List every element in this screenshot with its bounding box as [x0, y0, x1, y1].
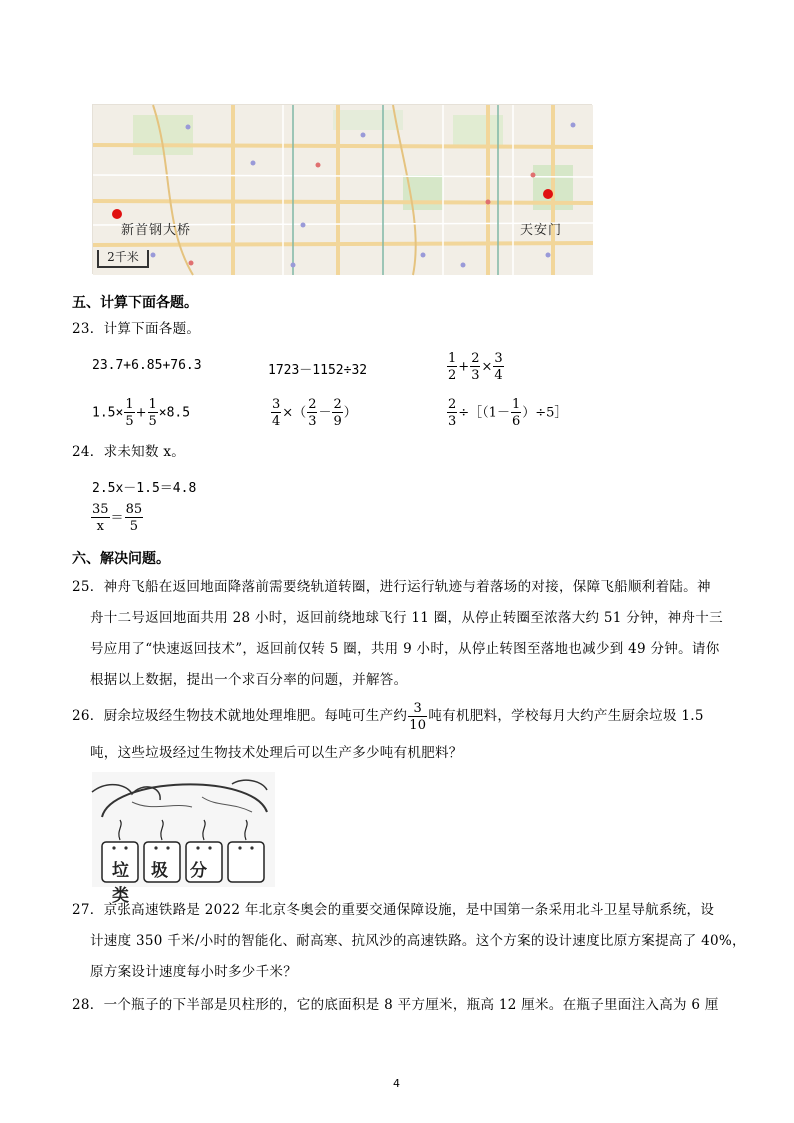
- q24-label: 24．求未知数 x。: [72, 444, 186, 460]
- q23-expr-6: $\frac{2}{3}$ ÷［（1－ $\frac{1}{6}$ ）÷5］: [448, 397, 568, 429]
- map-place-left: 新首钢大桥: [121, 223, 192, 238]
- q25-line-4: 根据以上数据，提出一个求百分率的问题，并解答。: [90, 672, 408, 688]
- q27-line-3: 原方案设计速度每小时多少千米？: [90, 964, 297, 980]
- map-scale-bar: [97, 250, 149, 268]
- page-number: 4: [393, 1077, 400, 1090]
- map-scale-label: 2千米: [107, 250, 139, 264]
- q28-line-1: 28．一个瓶子的下半部是贝柱形的，它的底面积是 8 平方厘米，瓶高 12 厘米。在瓶子里面注入高为 6 厘: [72, 997, 719, 1013]
- q23-expr-5: $\frac{3}{4}$ ×（ $\frac{2}{3}$ － $\frac{2}{9}$ ）: [272, 397, 357, 429]
- map-roads-graphic: [93, 105, 593, 275]
- fraction: $\frac{3}{4}$: [494, 351, 503, 383]
- map-marker-icon: [543, 189, 553, 199]
- fraction: $\frac{35}{x}$: [92, 502, 109, 534]
- fraction: $\frac{3}{10}$: [409, 700, 427, 733]
- illustration-caption: 垃圾分类: [112, 861, 229, 906]
- q26-line-1: 26．厨余垃圾经生物技术就地处理堆肥。每吨可生产约 $\frac{3}{10}$ 吨有机肥料，学校每月大约产生厨余垃圾 1.5: [72, 700, 704, 733]
- section-five-title: 五、计算下面各题。: [72, 295, 198, 311]
- fraction: $\frac{85}{5}$: [125, 502, 143, 534]
- q24-equation-2: $\frac{35}{x}$ ＝ $\frac{85}{5}$: [92, 502, 143, 534]
- fraction: $\frac{2}{3}$: [471, 351, 480, 383]
- q25-line-2: 舟十二号返回地面共用 28 小时，返回前绕地球飞行 11 圈，从停止转圈至浓落大约 51 分钟，神舟十三: [90, 610, 723, 626]
- fraction: $\frac{3}{4}$: [272, 397, 281, 429]
- q24-equation-1: 2.5x－1.5＝4.8: [92, 481, 197, 496]
- q23-expr-3: $\frac{1}{2}$ + $\frac{2}{3}$ × $\frac{3}{4}$: [448, 351, 503, 383]
- q23-expr-2: 1723－1152÷32: [268, 363, 368, 378]
- fraction: $\frac{1}{5}$: [148, 397, 157, 429]
- q27-line-1: 27．京张高速铁路是 2022 年北京冬奥会的重要交通保障设施，是中国第一条采用北斗卫星导航系统，设: [72, 902, 715, 918]
- fraction: $\frac{2}{9}$: [333, 397, 342, 429]
- q25-line-3: 号应用了“快速返回技术”，返回前仅转 5 圈，共用 9 小时，从停止转图至落地也减少到 49 分钟。请你: [90, 641, 720, 657]
- section-six-title: 六、解决问题。: [72, 551, 170, 567]
- map-place-right: 天安门: [520, 223, 563, 238]
- q23-expr-1: 23.7+6.85+76.3: [92, 358, 202, 373]
- fraction: $\frac{1}{6}$: [511, 397, 521, 429]
- fraction: $\frac{2}{3}$: [308, 397, 317, 429]
- map-image: [92, 104, 592, 274]
- q27-line-2: 计速度 350 千米/小时的智能化、耐高寒、抗风沙的高速铁路。这个方案的设计速度比原方案提高了 40%，: [90, 933, 746, 949]
- garbage-sorting-illustration: [92, 772, 275, 906]
- fraction: $\frac{1}{2}$: [448, 351, 457, 383]
- fraction: $\frac{1}{5}$: [125, 397, 134, 429]
- map-marker-icon: [112, 209, 122, 219]
- fraction: $\frac{2}{3}$: [448, 397, 457, 429]
- q26-line-2: 吨，这些垃圾经过生物技术处理后可以生产多少吨有机肥料？: [90, 745, 463, 761]
- q25-line-1: 25．神舟飞船在返回地面降落前需要绕轨道转圈，进行运行轨迹与着落场的对接，保障飞船顺利着陆。神: [72, 579, 711, 595]
- q23-label: 23．计算下面各题。: [72, 321, 201, 337]
- q23-expr-4: 1.5× $\frac{1}{5}$ + $\frac{1}{5}$ ×8.5: [92, 397, 191, 429]
